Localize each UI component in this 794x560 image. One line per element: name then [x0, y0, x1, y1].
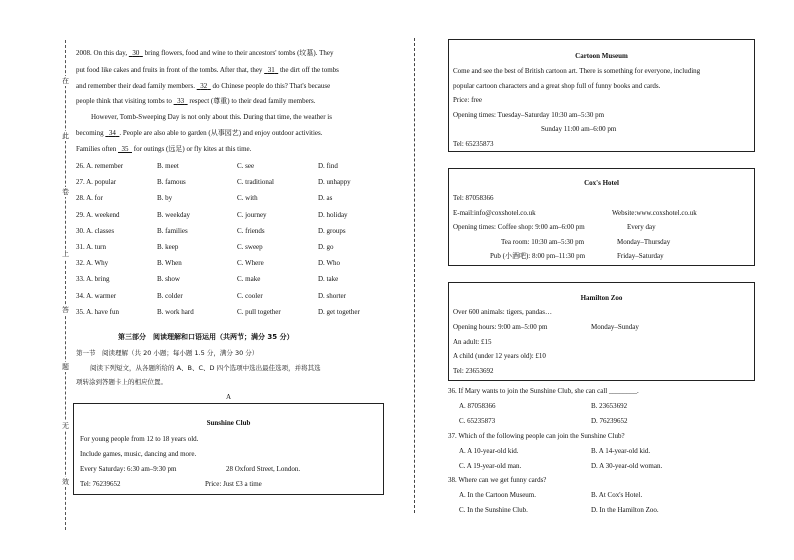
option-text: B. by	[157, 194, 173, 203]
box-line: Opening times: Coffee shop: 9:00 am–6:00 pm	[453, 223, 585, 231]
margin-char: 卷	[62, 188, 69, 196]
option-text: C. friends	[237, 226, 265, 235]
passage-line: 2008. On this day, 30 bring flowers, food and wine to their ancestors' tombs (坟墓). They	[76, 49, 334, 57]
margin-char: 此	[62, 132, 69, 140]
option-text: B. keep	[157, 243, 179, 251]
answer-option: D. 76239652	[591, 417, 628, 425]
option-text: D. holiday	[318, 210, 348, 219]
box-line: Include games, music, dancing and more.	[80, 450, 197, 458]
answer-option: D. In the Hamilton Zoo.	[591, 506, 659, 514]
box-line: Over 600 animals: tigers, pandas…	[453, 308, 552, 316]
box-line: Tel: 65235873	[453, 140, 494, 148]
option-text: C. pull together	[237, 307, 281, 316]
option-text: B. When	[157, 259, 182, 268]
box-line: Tel: 76239652	[80, 480, 121, 488]
subsection-heading: 第一节 阅读理解（共 20 小题；每小题 1.5 分，满分 30 分）	[76, 349, 259, 357]
option-text: B. show	[157, 275, 180, 284]
cartoon-museum-box	[448, 39, 755, 152]
answer-option: B. A 14-year-old kid.	[591, 447, 651, 455]
option-text: D. Who	[318, 259, 341, 268]
box-line: Sunday 11:00 am–6:00 pm	[541, 125, 617, 133]
option-text: 31. A. turn	[76, 243, 106, 251]
margin-char: 无	[62, 422, 69, 430]
box-line: For young people from 12 to 18 years old.	[80, 435, 199, 443]
box-line: Come and see the best of British cartoon art. There is something for everyone, including	[453, 67, 701, 75]
margin-char: 效	[62, 478, 69, 486]
margin-char: 上	[62, 250, 69, 258]
option-text: D. shorter	[318, 291, 346, 300]
passage-line: becoming 34 . People are also able to garden (从事园艺) and enjoy outdoor activities.	[76, 129, 323, 137]
answer-option: C. 65235873	[459, 417, 496, 425]
box-title: Sunshine Club	[206, 419, 251, 427]
box-line: Monday–Thursday	[617, 238, 671, 246]
box-line: E-mail:info@coxshotel.co.uk	[453, 209, 536, 217]
option-text: C. journey	[237, 210, 267, 219]
passage-line: However, Tomb-Sweeping Day is not only about this. During that time, the weather is	[91, 113, 332, 121]
margin-char: 题	[62, 363, 69, 371]
option-text: B. families	[157, 226, 188, 235]
box-line: Website:www.coxshotel.co.uk	[612, 209, 697, 217]
option-text: B. meet	[157, 162, 179, 170]
option-text: C. Where	[237, 259, 264, 268]
answer-option: A. A 10-year-old kid.	[459, 447, 519, 455]
box-title: Cartoon Museum	[575, 52, 628, 60]
passage-line: put food like cakes and fruits in front of the tombs. After that, they 31 the dirt off the tombs	[76, 66, 339, 74]
option-text: 35. A. have fun	[76, 307, 119, 316]
question-stem: 37. Which of the following people can join the Sunshine Club?	[448, 432, 625, 440]
option-text: C. sweep	[237, 243, 263, 251]
box-line: Price: Just £3 a time	[205, 480, 262, 488]
answer-option: A. 87058366	[459, 402, 496, 410]
section-heading: 第三部分 阅读理解和口语运用（共两节；满分 35 分）	[118, 333, 294, 341]
option-text: D. find	[318, 162, 338, 170]
option-text: B. famous	[157, 178, 186, 187]
box-line: Monday–Sunday	[591, 323, 639, 331]
answer-option: A. In the Cartoon Museum.	[459, 491, 536, 499]
hamilton-zoo-box	[448, 282, 755, 381]
passage-line: Families often 35 for outings (远足) or fly kites at this time.	[76, 145, 252, 153]
box-line: Every day	[627, 223, 656, 231]
option-text: C. cooler	[237, 291, 263, 300]
box-line: Friday–Saturday	[617, 252, 664, 260]
binding-line	[65, 40, 66, 530]
box-line: A child (under 12 years old): £10	[453, 352, 546, 360]
margin-char: 答	[62, 306, 69, 314]
passage-label: A	[226, 393, 232, 401]
option-text: C. traditional	[237, 178, 274, 187]
option-text: 33. A. bring	[76, 275, 110, 284]
coxs-hotel-box	[448, 168, 755, 266]
box-line: popular cartoon characters and a great shop full of funny books and cards.	[453, 82, 661, 90]
option-text: D. go	[318, 243, 334, 251]
box-line: Opening hours: 9:00 am–5:00 pm	[453, 323, 548, 331]
margin-char: 在	[62, 77, 69, 85]
option-text: 32. A. Why	[76, 259, 109, 268]
option-text: 29. A. weekend	[76, 210, 120, 219]
option-text: D. unhappy	[318, 178, 351, 187]
passage-line: and remember their dead family members. 32 do Chinese people do this? That's because	[76, 82, 331, 90]
option-text: 27. A. popular	[76, 178, 117, 187]
answer-option: C. In the Sunshine Club.	[459, 506, 528, 514]
answer-option: B. 23653692	[591, 402, 628, 410]
box-line: Tel: 23653692	[453, 367, 494, 375]
box-line: Opening times: Tuesday–Saturday 10:30 am–5:30 pm	[453, 111, 605, 119]
option-text: D. get together	[318, 307, 360, 316]
passage-line: people think that visiting tombs to 33 respect (尊重) to their dead family members.	[76, 97, 316, 105]
instructions: 项转涂到答题卡上的相应位置。	[76, 378, 167, 386]
box-line: Tel: 87058366	[453, 194, 494, 202]
box-line: Pub (小酒吧): 8:00 pm–11:30 pm	[490, 252, 586, 260]
option-text: 30. A. classes	[76, 226, 115, 235]
question-stem: 36. If Mary wants to join the Sunshine Club, she can call ________.	[448, 387, 639, 395]
instructions: 阅读下列短文，从各题所给的 A、B、C、D 四个选项中选出最佳选项，并将其选	[90, 364, 321, 372]
answer-option: D. A 30-year-old woman.	[591, 462, 663, 470]
box-line: Tea room: 10:30 am–5:30 pm	[501, 238, 585, 246]
option-text: 28. A. for	[76, 194, 103, 203]
box-title: Hamilton Zoo	[580, 294, 623, 302]
option-text: D. take	[318, 275, 339, 284]
option-text: B. work hard	[157, 307, 194, 316]
option-text: D. groups	[318, 226, 346, 235]
question-stem: 38. Where can we get funny cards?	[448, 476, 547, 484]
option-text: C. with	[237, 194, 258, 203]
box-line: 28 Oxford Street, London.	[226, 465, 301, 473]
column-divider	[414, 38, 415, 513]
box-line: Every Saturday: 6:30 am–9:30 pm	[80, 465, 177, 473]
option-text: D. as	[318, 194, 333, 203]
answer-option: C. A 19-year-old man.	[459, 462, 522, 470]
option-text: C. see	[237, 162, 255, 170]
option-text: C. make	[237, 275, 261, 284]
option-text: 26. A. remember	[76, 162, 124, 170]
box-title: Cox's Hotel	[584, 179, 619, 187]
sunshine-club-box	[73, 403, 384, 495]
option-text: B. weekday	[157, 210, 191, 219]
box-line: An adult: £15	[453, 338, 492, 346]
option-text: B. colder	[157, 291, 183, 300]
option-text: 34. A. warmer	[76, 291, 117, 300]
answer-option: B. At Cox's Hotel.	[591, 491, 643, 499]
box-line: Price: free	[453, 96, 482, 104]
